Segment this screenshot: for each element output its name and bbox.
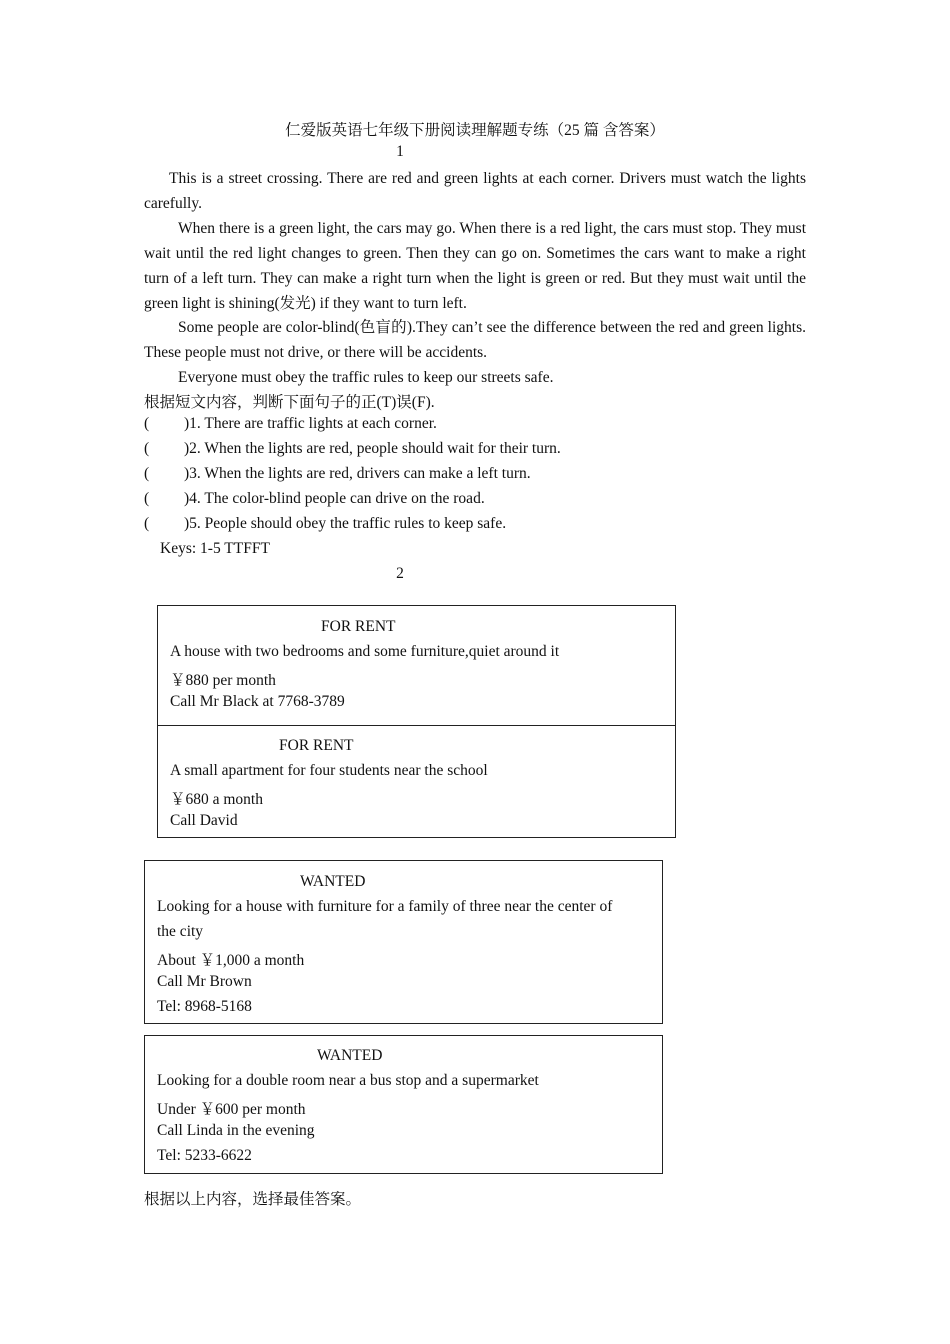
- ad-heading: WANTED: [317, 1047, 383, 1064]
- wanted-ad-2: [144, 1035, 663, 1174]
- ad-line: Looking for a double room near a bus stop and a supermarket: [157, 1072, 539, 1089]
- answer-blank[interactable]: (: [144, 465, 150, 482]
- question-4: [144, 490, 485, 508]
- passage1-paragraph-4: Everyone must obey the traffic rules to keep our streets safe.: [178, 369, 554, 386]
- passage1-paragraph-1: This is a street crossing. There are red and green lights at each corner. Drivers must watch the lights carefully.: [144, 170, 806, 212]
- ad-line: Looking for a house with furniture for a family of three near the center of: [157, 898, 613, 915]
- passage-number-1: 1: [396, 143, 404, 160]
- ad-line: the city: [157, 923, 204, 940]
- question-3: [144, 465, 531, 483]
- question-text: )2. When the lights are red, people should wait for their turn.: [184, 440, 561, 457]
- answer-blank[interactable]: (: [144, 515, 150, 532]
- ad-heading: FOR RENT: [279, 737, 354, 754]
- ad-heading: WANTED: [300, 873, 366, 890]
- passage2-instruction: 根据以上内容，选择最佳答案。: [144, 1191, 362, 1208]
- passage1-paragraph-2: When there is a green light, the cars may go. When there is a red light, the cars must stop. They must wait until the red light changes to green. Then they can go on. Sometimes the cars want to make a right turn of a left turn. They can make a right turn when the light is green or red. But they must wait until the green light is shining(发光) if they want to turn left.: [144, 220, 806, 312]
- ad-line: Under ￥600 per month: [157, 1101, 306, 1118]
- ad-line: Call Linda in the evening: [157, 1122, 315, 1139]
- passage1-paragraph-3: Some people are color-blind(色盲的).They can’t see the difference between the red and green lights. These people must not drive, or there will be accidents.: [144, 319, 806, 361]
- ad-line: About ￥1,000 a month: [157, 952, 305, 969]
- document-title: 仁爱版英语七年级下册阅读理解题专练（25 篇 含答案）: [285, 122, 665, 139]
- ad-line: Call Mr Black at 7768-3789: [170, 693, 345, 710]
- question-text: )3. When the lights are red, drivers can make a left turn.: [184, 465, 531, 482]
- ad-line: ￥880 per month: [170, 672, 276, 689]
- question-1: [144, 415, 437, 433]
- answer-blank[interactable]: (: [144, 415, 150, 432]
- ad-heading: FOR RENT: [321, 618, 396, 635]
- ad-line: Call David: [170, 812, 238, 829]
- ad-line: A house with two bedrooms and some furniture,quiet around it: [170, 643, 560, 660]
- passage1-instruction: 根据短文内容，判断下面句子的正(T)误(F).: [144, 394, 435, 411]
- for-rent-ad-1: [157, 605, 676, 726]
- wanted-ad-1: [144, 860, 663, 1024]
- answer-blank[interactable]: (: [144, 490, 150, 507]
- ad-line: ￥680 a month: [170, 791, 263, 808]
- ad-line: A small apartment for four students near the school: [170, 762, 488, 779]
- question-5: [144, 515, 506, 533]
- passage-number-2: 2: [396, 565, 404, 582]
- answer-keys: Keys: 1-5 TTFFT: [160, 540, 270, 557]
- ad-line: Tel: 8968-5168: [157, 998, 252, 1015]
- ad-line: Call Mr Brown: [157, 973, 252, 990]
- question-text: )5. People should obey the traffic rules to keep safe.: [184, 515, 507, 532]
- for-rent-ad-2: [157, 725, 676, 838]
- answer-blank[interactable]: (: [144, 440, 150, 457]
- question-text: )4. The color-blind people can drive on the road.: [184, 490, 485, 507]
- question-text: )1. There are traffic lights at each corner.: [184, 415, 437, 432]
- question-2: [144, 440, 561, 458]
- ad-line: Tel: 5233-6622: [157, 1147, 252, 1164]
